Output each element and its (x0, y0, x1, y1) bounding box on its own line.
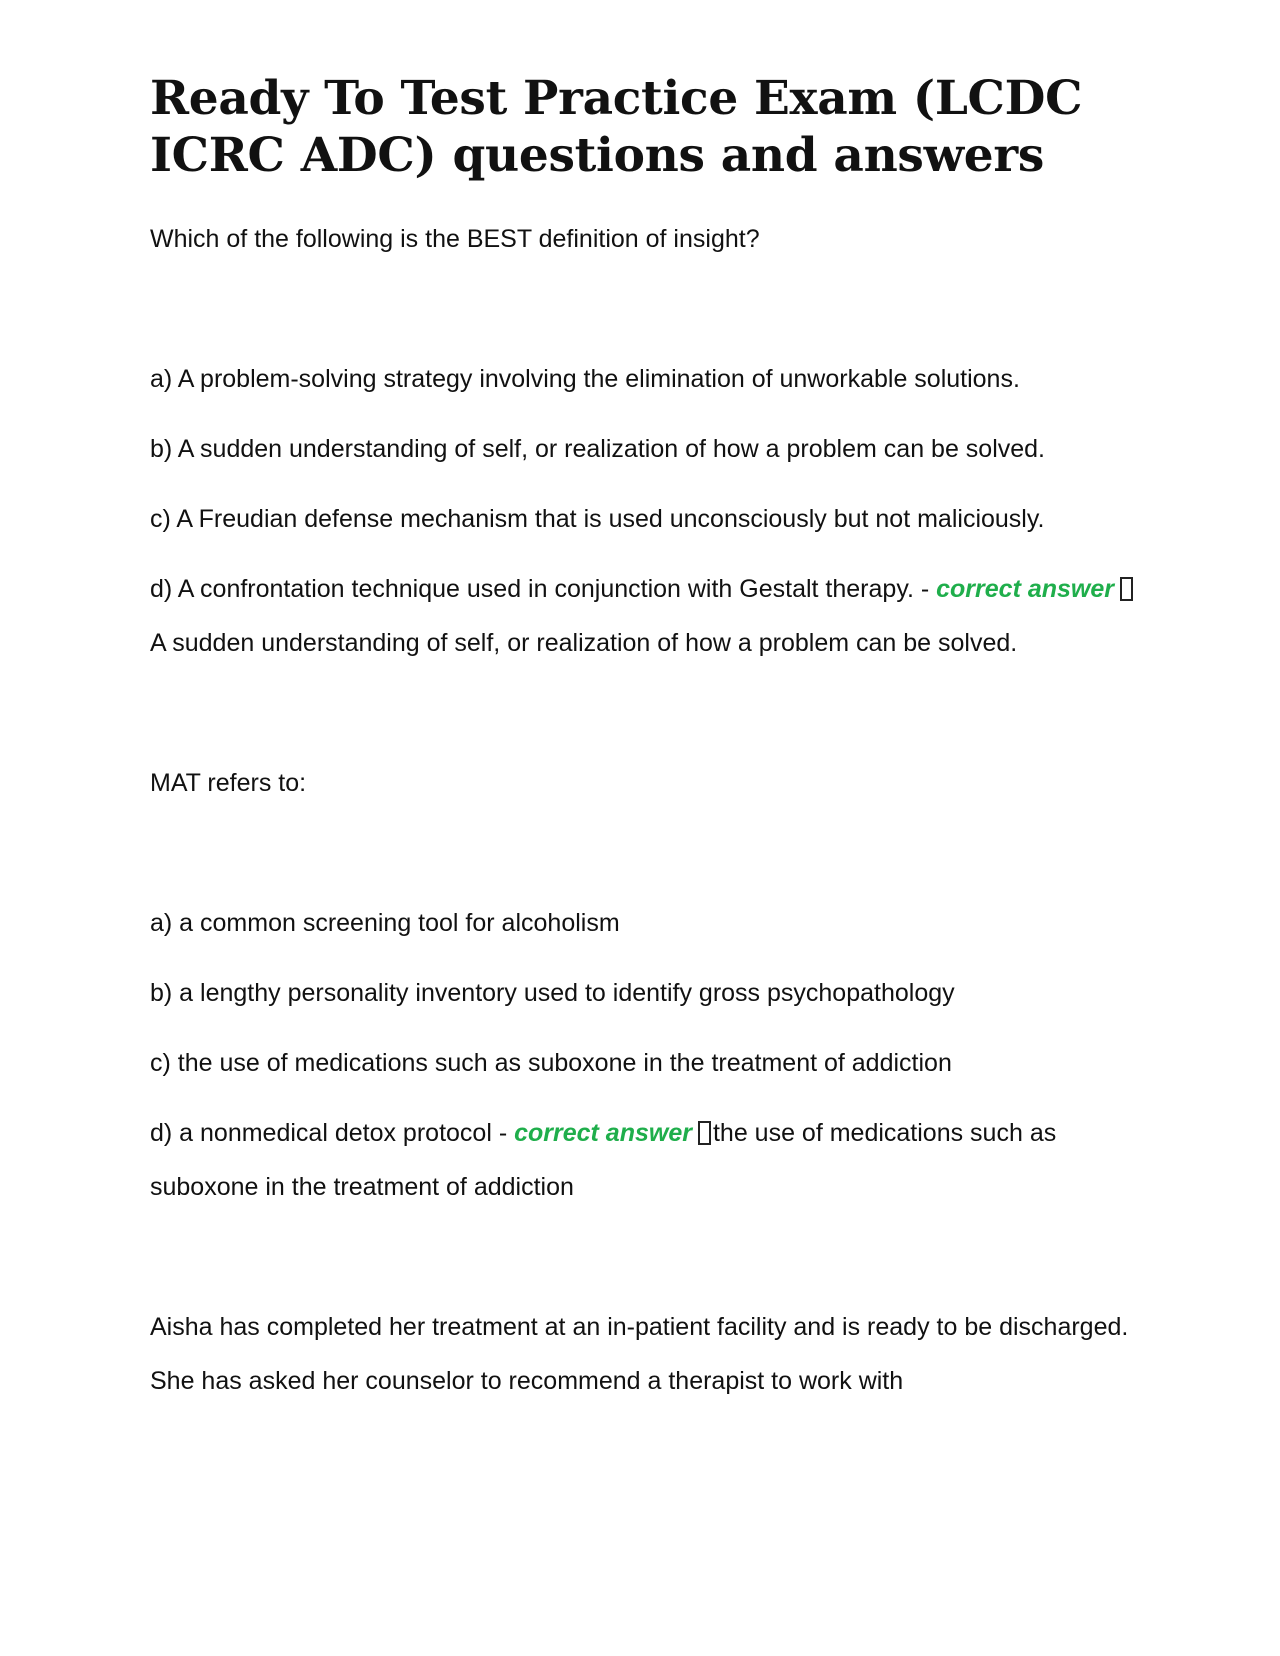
answer-option: c) A Freudian defense mechanism that is used unconsciously but not maliciously. (150, 505, 1045, 533)
document-title: Ready To Test Practice Exam (LCDC ICRC ADC) questions and answers (150, 71, 1083, 183)
blank-line (150, 686, 1150, 756)
answer-option-with-answer (150, 562, 1150, 670)
answer-option-text: d) a nonmedical detox protocol - (150, 1119, 515, 1147)
answer-option-text: d) A confrontation technique used in conjunction with Gestalt therapy. - (150, 575, 937, 603)
answer-option: a) a common screening tool for alcoholism (150, 909, 620, 937)
correct-answer-label: correct answer (514, 1119, 692, 1147)
question-prompt: Which of the following is the BEST definition of insight? (150, 225, 760, 253)
correct-answer-label: correct answer (936, 575, 1114, 603)
correct-answer-text: A sudden understanding of self, or realization of how a problem can be solved. (150, 629, 1018, 657)
blank-line (150, 1230, 1150, 1300)
question-prompt: Aisha has completed her treatment at an in-patient facility and is ready to be discharged. She has asked her counselor to recommend a therapist to work with (150, 1313, 1129, 1395)
answer-option: b) A sudden understanding of self, or realization of how a problem can be solved. (150, 435, 1046, 463)
blank-line (150, 282, 1150, 352)
answer-option: c) the use of medications such as suboxone in the treatment of addiction (150, 1049, 952, 1077)
question-block (150, 756, 1150, 1214)
question-block (150, 1300, 1150, 1408)
missing-glyph-box-icon (698, 1121, 711, 1145)
answer-option: b) a lengthy personality inventory used to identify gross psychopathology (150, 979, 955, 1007)
blank-line (150, 826, 1150, 896)
question-prompt: MAT refers to: (150, 769, 307, 797)
answer-option: a) A problem-solving strategy involving the elimination of unworkable solutions. (150, 365, 1020, 393)
document-page (150, 70, 1150, 1424)
missing-glyph-box-icon (1120, 577, 1133, 601)
answer-option-with-answer (150, 1106, 1150, 1214)
question-block (150, 212, 1150, 670)
correct-answer-text: the use of medications such as suboxone in the treatment of addiction (150, 1119, 1057, 1201)
